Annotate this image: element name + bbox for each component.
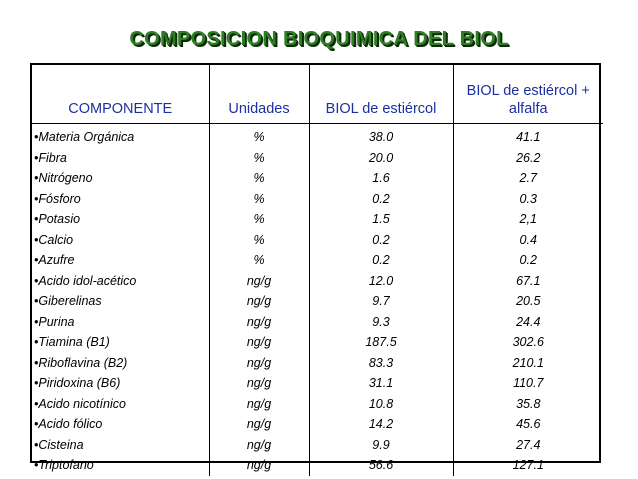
table-body [32, 124, 603, 476]
page-title: COMPOSICION BIOQUIMICA DEL BIOL [129, 28, 509, 50]
table-row [32, 209, 603, 230]
composition-table [32, 65, 603, 476]
header-componente: COMPONENTE [32, 65, 209, 124]
table-row [32, 189, 603, 210]
header-biol: BIOL de estiércol [309, 65, 453, 124]
cell-biol: 9.9 [309, 435, 453, 456]
cell-biol-alfalfa: 0.2 [453, 250, 603, 271]
table-row [32, 332, 603, 353]
cell-component: •Materia Orgánica [34, 130, 135, 144]
cell-unit: ng/g [209, 312, 309, 333]
table-row [32, 148, 603, 169]
cell-biol: 31.1 [309, 373, 453, 394]
cell-unit: ng/g [209, 435, 309, 456]
cell-component: •Nitrógeno [34, 171, 93, 185]
cell-unit: ng/g [209, 373, 309, 394]
cell-biol: 38.0 [309, 124, 453, 148]
table-row [32, 250, 603, 271]
cell-component: •Triptofano [34, 458, 94, 472]
cell-unit: ng/g [209, 291, 309, 312]
cell-unit: % [209, 230, 309, 251]
cell-biol: 0.2 [309, 250, 453, 271]
cell-biol-alfalfa: 127.1 [453, 455, 603, 476]
cell-biol-alfalfa: 2,1 [453, 209, 603, 230]
cell-biol: 0.2 [309, 230, 453, 251]
cell-biol-alfalfa: 35.8 [453, 394, 603, 415]
cell-unit: ng/g [209, 271, 309, 292]
cell-biol: 9.3 [309, 312, 453, 333]
cell-biol-alfalfa: 41.1 [453, 124, 603, 148]
table-row [32, 168, 603, 189]
header-row [32, 65, 603, 124]
table-row [32, 435, 603, 456]
table-row [32, 414, 603, 435]
cell-biol-alfalfa: 0.3 [453, 189, 603, 210]
table-row [32, 124, 603, 148]
table-row [32, 373, 603, 394]
header-biol-alfalfa: BIOL de estiércol + alfalfa [453, 65, 603, 124]
cell-component: •Calcio [34, 232, 74, 247]
cell-biol: 187.5 [309, 332, 453, 353]
cell-unit: % [209, 189, 309, 210]
cell-component: •Potasio [34, 212, 81, 226]
cell-biol-alfalfa: 45.6 [453, 414, 603, 435]
cell-component: •Fósforo [34, 191, 81, 206]
table-row [32, 230, 603, 251]
cell-unit: ng/g [209, 394, 309, 415]
cell-biol-alfalfa: 27.4 [453, 435, 603, 456]
cell-unit: % [209, 124, 309, 148]
cell-unit: % [209, 209, 309, 230]
cell-biol-alfalfa: 210.1 [453, 353, 603, 374]
cell-unit: % [209, 168, 309, 189]
cell-biol-alfalfa: 302.6 [453, 332, 603, 353]
cell-component: •Cisteina [34, 437, 84, 452]
table-row [32, 312, 603, 333]
cell-biol-alfalfa: 110.7 [453, 373, 603, 394]
cell-component: •Purina [34, 314, 75, 329]
cell-component: •Acido idol-acético [34, 273, 137, 288]
cell-biol: 14.2 [309, 414, 453, 435]
composition-table-container [30, 63, 601, 472]
table-header [32, 65, 603, 124]
cell-component: •Tiamina (B1) [34, 335, 110, 349]
cell-component: •Fibra [34, 150, 67, 165]
cell-unit: ng/g [209, 455, 309, 476]
cell-unit: ng/g [209, 414, 309, 435]
cell-unit: % [209, 250, 309, 271]
cell-biol: 12.0 [309, 271, 453, 292]
cell-biol: 83.3 [309, 353, 453, 374]
cell-component: •Giberelinas [34, 294, 102, 308]
cell-biol-alfalfa: 26.2 [453, 148, 603, 169]
cell-biol: 20.0 [309, 148, 453, 169]
cell-component: •Riboflavina (B2) [34, 355, 128, 370]
table-row [32, 353, 603, 374]
cell-biol-alfalfa: 2.7 [453, 168, 603, 189]
cell-unit: % [209, 148, 309, 169]
cell-biol: 9.7 [309, 291, 453, 312]
cell-biol-alfalfa: 24.4 [453, 312, 603, 333]
cell-biol: 56.6 [309, 455, 453, 476]
cell-biol: 10.8 [309, 394, 453, 415]
cell-component: •Acido nicotínico [34, 396, 126, 411]
cell-biol: 1.6 [309, 168, 453, 189]
cell-component: •Azufre [34, 253, 75, 267]
cell-biol-alfalfa: 67.1 [453, 271, 603, 292]
cell-unit: ng/g [209, 353, 309, 374]
table-row [32, 291, 603, 312]
header-unidades: Unidades [209, 65, 309, 124]
table-row [32, 394, 603, 415]
cell-biol-alfalfa: 0.4 [453, 230, 603, 251]
cell-unit: ng/g [209, 332, 309, 353]
cell-biol: 1.5 [309, 209, 453, 230]
cell-component: •Acido fólico [34, 417, 103, 431]
cell-biol-alfalfa: 20.5 [453, 291, 603, 312]
cell-biol: 0.2 [309, 189, 453, 210]
table-row [32, 455, 603, 476]
table-row [32, 271, 603, 292]
cell-component: •Piridoxina (B6) [34, 376, 121, 390]
